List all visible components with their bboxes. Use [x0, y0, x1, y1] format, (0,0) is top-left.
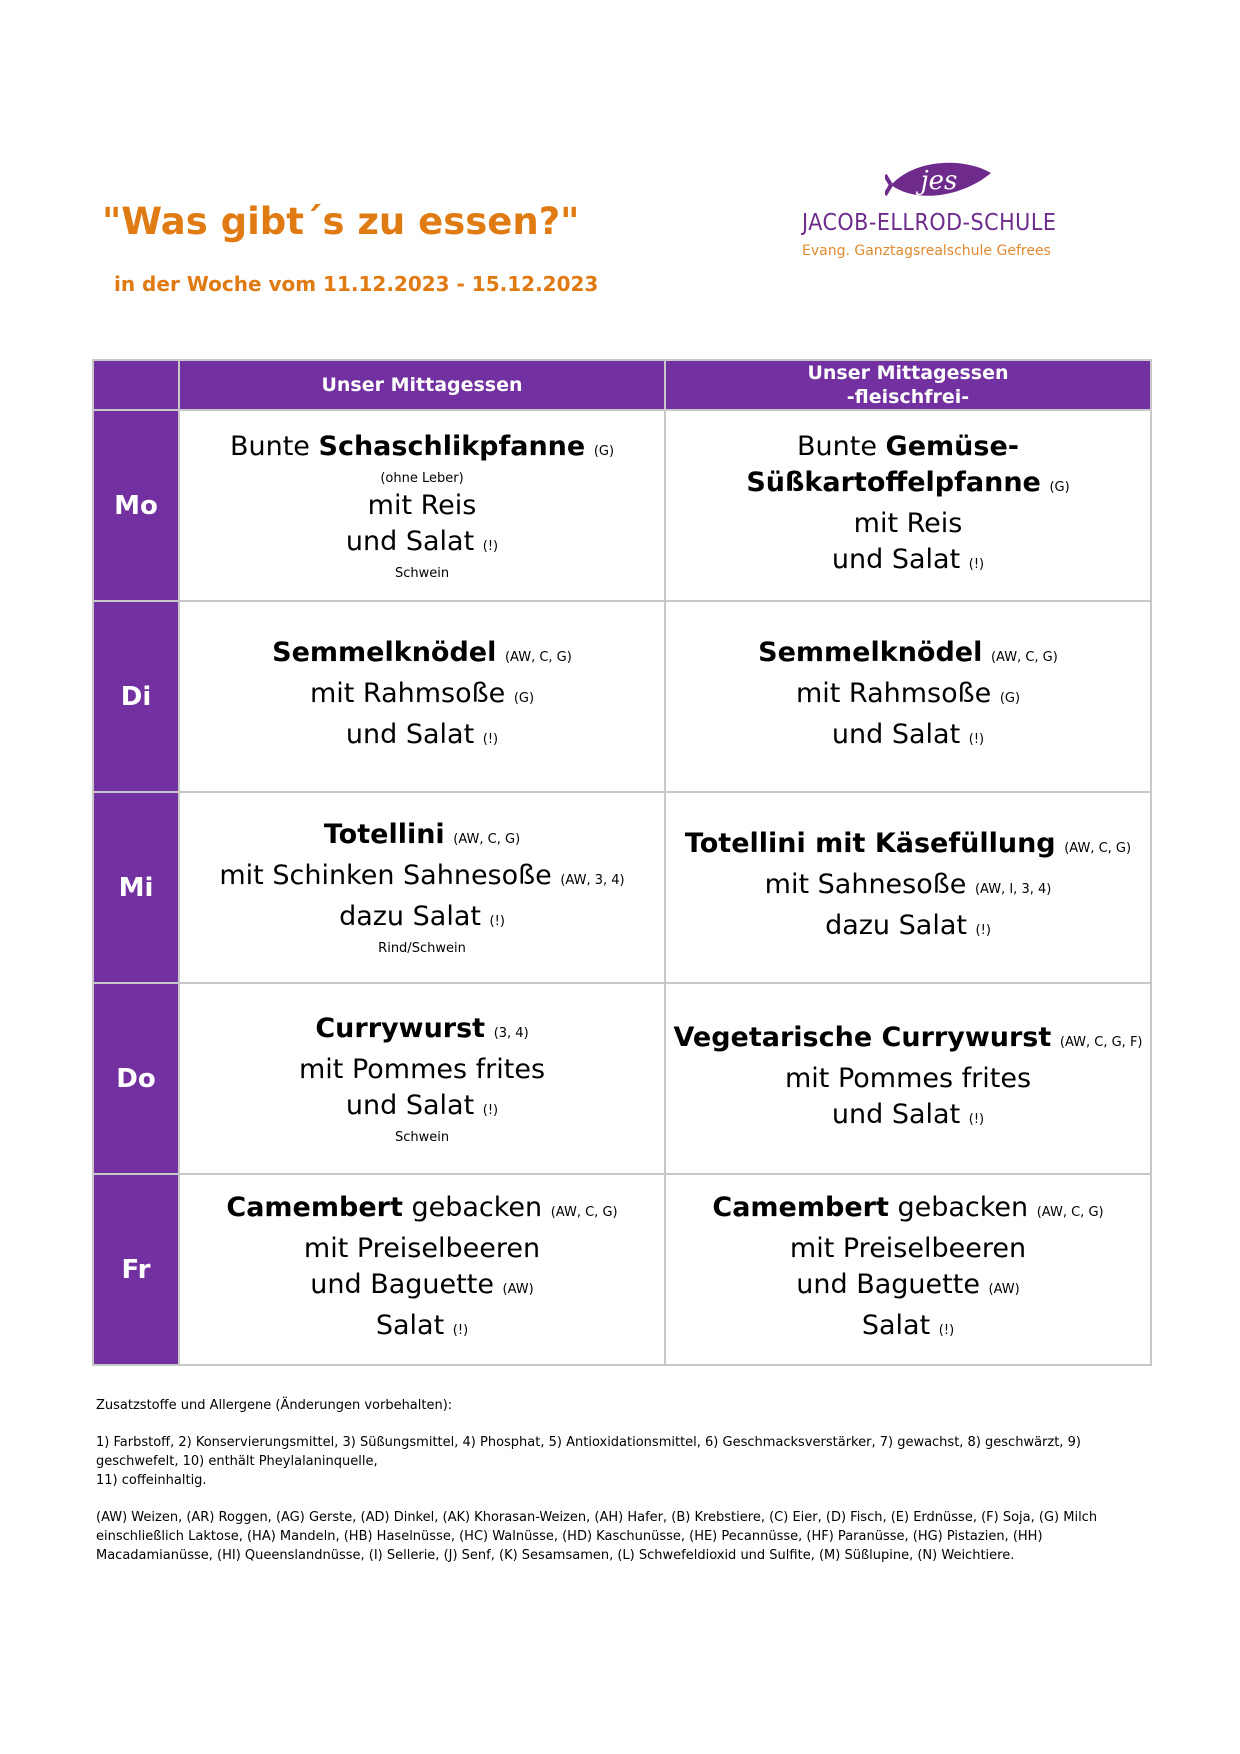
meat-type: Schwein: [394, 1129, 450, 1145]
dish-main: Semmelknödel: [272, 637, 497, 668]
school-logo: [800, 150, 1080, 265]
dish-main: Semmelknödel: [758, 637, 983, 668]
allergen-code: (!): [489, 914, 505, 929]
allergen-code: (AW, C, G): [990, 650, 1058, 665]
dish-main: Vegetarische Currywurst: [673, 1021, 1052, 1053]
dish-main: Totellini: [323, 819, 445, 850]
logo-name: JACOB-ELLROD-SCHULE: [802, 210, 1057, 236]
allergen-code: (G): [513, 691, 535, 706]
allergen-code: (!): [452, 1323, 469, 1338]
dish-side: mit Sahnesoße: [764, 869, 967, 900]
dish-side: mit Rahmsoße: [309, 678, 506, 709]
allergen-code: (!): [968, 556, 985, 572]
dish-main: Gemüse-: [885, 430, 1019, 462]
allergen-code: (G): [593, 443, 615, 459]
dish-side: mit Rahmsoße: [795, 678, 992, 709]
dish-suffix: gebacken: [402, 1192, 543, 1223]
dish-side: mit Schinken Sahnesoße: [219, 860, 552, 891]
dish-main: Schaschlikpfanne: [318, 430, 586, 462]
table-row-mi: [93, 792, 1151, 983]
allergen-code: (AW, 3, 4): [560, 873, 625, 888]
dish-side: und Baguette: [796, 1269, 980, 1300]
logo-subtitle: Evang. Ganztagsrealschule Gefrees: [802, 243, 1051, 259]
allergen-legend: [96, 1396, 1136, 1583]
meat-type: Schwein: [394, 565, 450, 581]
dish-side: und Salat: [345, 719, 475, 750]
dish-main: Currywurst: [315, 1012, 486, 1044]
dish-suffix: gebacken: [888, 1192, 1029, 1223]
dish-main: Totellini mit Käsefüllung: [684, 828, 1056, 859]
allergen-code: (AW, C, G): [1064, 841, 1132, 856]
dish-side: Salat: [861, 1310, 931, 1341]
allergen-code: (G): [999, 691, 1021, 706]
dish-vegetarian: [665, 1174, 1151, 1365]
dish-vegetarian: [665, 983, 1151, 1174]
meat-type: Rind/Schwein: [378, 941, 466, 956]
day-label: Di: [93, 601, 179, 792]
dish-vegetarian: [665, 792, 1151, 983]
allergen-code: (!): [482, 1102, 499, 1118]
allergen-code: (!): [482, 538, 499, 554]
dish-main: Camembert: [712, 1192, 889, 1223]
table-row-di: [93, 601, 1151, 792]
allergen-code: (!): [968, 732, 985, 747]
dish-prefix: Bunte: [229, 430, 319, 462]
additives-list: [96, 1433, 1136, 1490]
allergen-code: (AW, C, G): [504, 650, 572, 665]
allergen-code: (AW, C, G): [1036, 1205, 1104, 1220]
dish-side: und Salat: [831, 719, 961, 750]
allergen-code: (!): [975, 923, 991, 938]
dish-side: und Baguette: [310, 1269, 494, 1300]
allergen-code: (AW, C, G, F): [1059, 1034, 1143, 1050]
dish-regular: [179, 983, 665, 1174]
allergen-code: (3, 4): [493, 1025, 529, 1041]
dish-side: und Salat: [345, 1089, 475, 1121]
dish-side: dazu Salat: [825, 910, 967, 941]
jes-fish-icon: [885, 155, 997, 211]
allergen-code: (AW, C, G): [550, 1205, 618, 1220]
legend-heading: Zusatzstoffe und Allergene (Änderungen vorbehalten):: [96, 1398, 453, 1413]
allergen-code: (AW): [988, 1282, 1020, 1297]
dish-side: mit Pommes frites: [784, 1062, 1032, 1094]
dish-side: Salat: [375, 1310, 445, 1341]
header-vegetarian-line2: -fleischfrei-: [846, 386, 970, 408]
dish-vegetarian: [665, 410, 1151, 601]
allergen-code: (G): [1049, 479, 1070, 495]
table-row-do: [93, 983, 1151, 1174]
allergen-code: (AW): [502, 1282, 534, 1297]
allergens-list: (AW) Weizen, (AR) Roggen, (AG) Gerste, (AD) Dinkel, (AK) Khorasan-Weizen, (AH) Hafer, (B) Krebstiere, (C) Eier, (D) Fisch, (E) Erdnüsse, (F) Soja, (G) Milch einschließlich Laktose, (HA) Mandeln, (HB) Haselnüsse, (HC) Walnüsse, (HD) Kaschunüsse, (HE) Pecannüsse, (HF) Paranüsse, (HG) Pistazien, (HH) Macadamianüsse, (HI) Queenslandnüsse, (I) Sellerie, (J) Senf, (K) Sesamsamen, (L) Schwefeldioxid und Sulfite, (M) Süßlupine, (N) Weichtiere.: [96, 1510, 1098, 1563]
dish-main: Süßkartoffelpfanne: [746, 466, 1041, 498]
dish-note: (ohne Leber): [380, 470, 464, 486]
page-title: "Was gibt´s zu essen?": [102, 200, 580, 243]
dish-side: mit Reis: [853, 507, 963, 539]
header-empty: [93, 360, 179, 410]
header-vegetarian: [665, 360, 1151, 410]
dish-side: und Salat: [831, 1098, 961, 1130]
allergen-code: (!): [938, 1323, 955, 1338]
allergen-code: (AW, I, 3, 4): [974, 882, 1052, 897]
table-header-row: [93, 360, 1151, 410]
logo-mark: jes: [920, 166, 958, 196]
additives-line: 1) Farbstoff, 2) Konservierungsmittel, 3) Süßungsmittel, 4) Phosphat, 5) Antioxidationsmittel, 6) Geschmacksverstärker, 7) gewachst, 8) geschwärzt, 9) geschwefelt, 10) enthält Pheylalaninquelle,: [96, 1435, 1081, 1469]
dish-side: mit Pommes frites: [298, 1053, 546, 1085]
table-row-mo: [93, 410, 1151, 601]
dish-side: mit Preiselbeeren: [303, 1233, 541, 1264]
header-regular: Unser Mittagessen: [179, 360, 665, 410]
dish-regular: [179, 410, 665, 601]
dish-prefix: Bunte: [797, 430, 886, 462]
dish-regular: [179, 1174, 665, 1365]
table-row-fr: [93, 1174, 1151, 1365]
week-range: in der Woche vom 11.12.2023 - 15.12.2023: [114, 272, 599, 296]
dish-side: und Salat: [831, 543, 961, 575]
dish-side: dazu Salat: [339, 901, 481, 932]
dish-vegetarian: [665, 601, 1151, 792]
dish-side: mit Preiselbeeren: [789, 1233, 1027, 1264]
dish-side: und Salat: [345, 525, 475, 557]
dish-regular: [179, 792, 665, 983]
dish-main: Camembert: [226, 1192, 403, 1223]
dish-regular: [179, 601, 665, 792]
allergen-code: (AW, C, G): [453, 832, 521, 847]
dish-side: mit Reis: [367, 489, 477, 521]
header-vegetarian-line1: Unser Mittagessen: [807, 362, 1009, 384]
menu-table: [92, 359, 1152, 1366]
day-label: Fr: [93, 1174, 179, 1365]
additives-line: 11) coffeinhaltig.: [96, 1473, 207, 1488]
allergen-code: (!): [482, 732, 499, 747]
day-label: Do: [93, 983, 179, 1174]
day-label: Mi: [93, 792, 179, 983]
day-label: Mo: [93, 410, 179, 601]
allergen-code: (!): [968, 1111, 985, 1127]
